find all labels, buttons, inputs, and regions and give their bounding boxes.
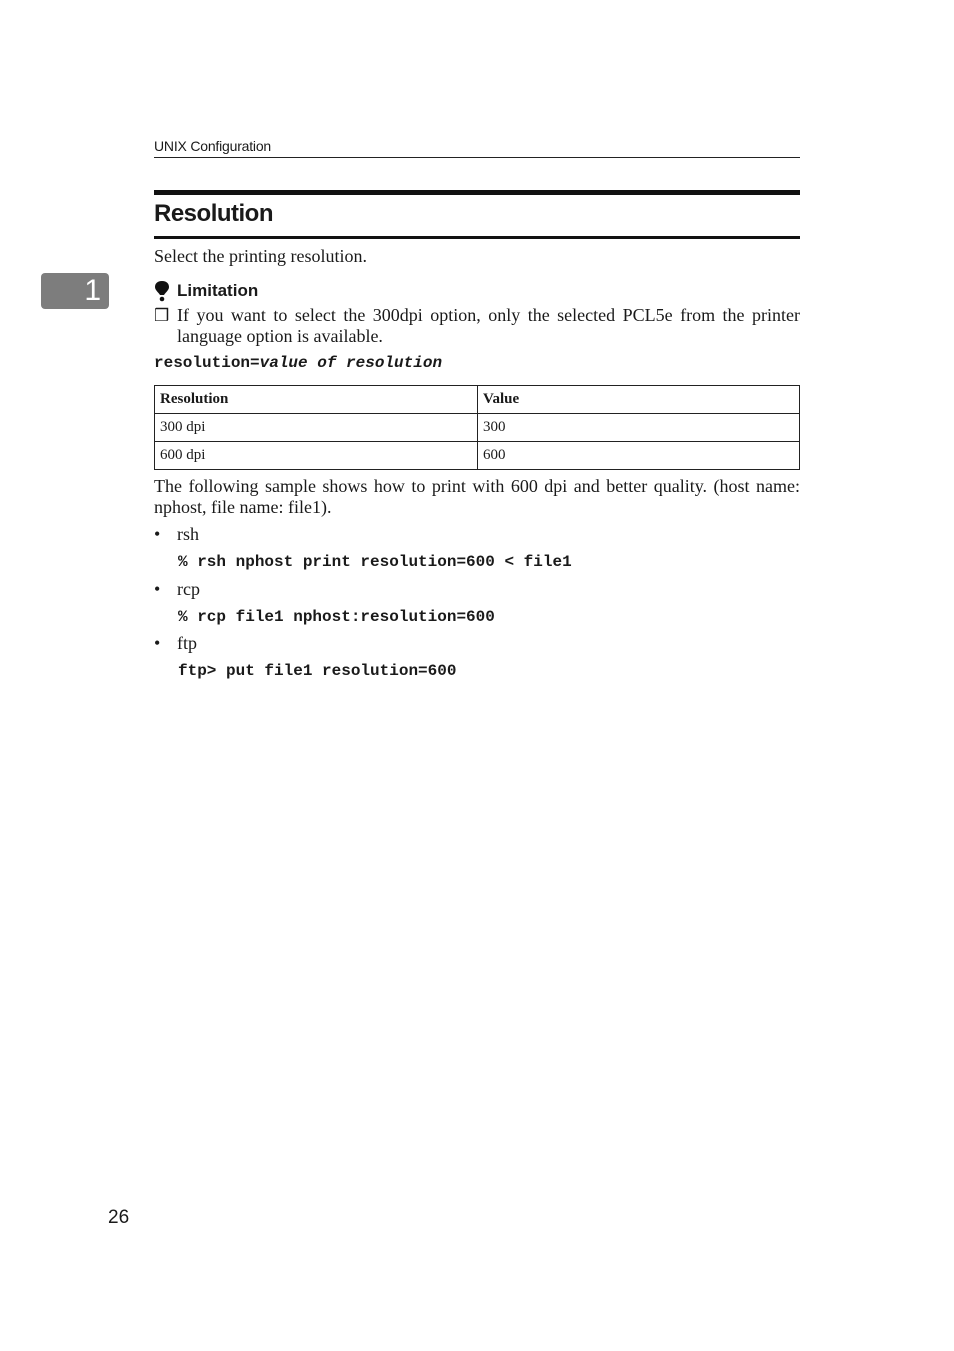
title-rule-top [154,190,800,195]
list-item-label: rcp [177,579,200,599]
list-item [154,579,200,600]
intro-text: Select the printing resolution. [154,246,367,266]
table-header-row [155,386,800,414]
chapter-tab: 1 [41,273,109,309]
list-item-label: rsh [177,524,199,544]
command-line: % rsh nphost print resolution=600 < file1 [178,553,572,571]
checkbox-glyph: ❒ [154,306,170,325]
table-header-cell: Resolution [155,386,478,414]
resolution-table [154,385,800,470]
limitation-heading [154,280,258,302]
table-cell: 300 [478,414,800,442]
limitation-label: Limitation [177,281,259,300]
table-header-cell: Value [478,386,800,414]
title-rule-bottom [154,236,800,239]
list-item [154,633,197,654]
page-number: 26 [108,1207,130,1228]
bullet-glyph: • [154,633,161,653]
syntax-argument: value of resolution [259,354,443,372]
table-cell: 600 [478,442,800,470]
syntax-keyword: resolution= [154,354,260,372]
command-line: ftp> put file1 resolution=600 [178,662,457,680]
bullet-glyph: • [154,579,161,599]
table-cell: 300 dpi [155,414,478,442]
list-item-label: ftp [177,633,197,653]
sample-description: The following sample shows how to print with 600 dpi and better quality. (host name: nphost, file name: file1). [154,476,800,517]
command-line: % rcp file1 nphost:resolution=600 [178,608,495,626]
list-item [154,524,199,545]
syntax-line [154,354,442,372]
table-row [155,414,800,442]
limitation-item [154,305,800,347]
section-title: Resolution [154,200,273,227]
exclamation-pin-icon [154,280,170,302]
table-cell: 600 dpi [155,442,478,470]
running-header: UNIX Configuration [154,138,800,158]
bullet-glyph: • [154,524,161,544]
limitation-item-text: If you want to select the 300dpi option, only the selected PCL5e from the printer language option is available. [177,305,800,346]
table-row [155,442,800,470]
